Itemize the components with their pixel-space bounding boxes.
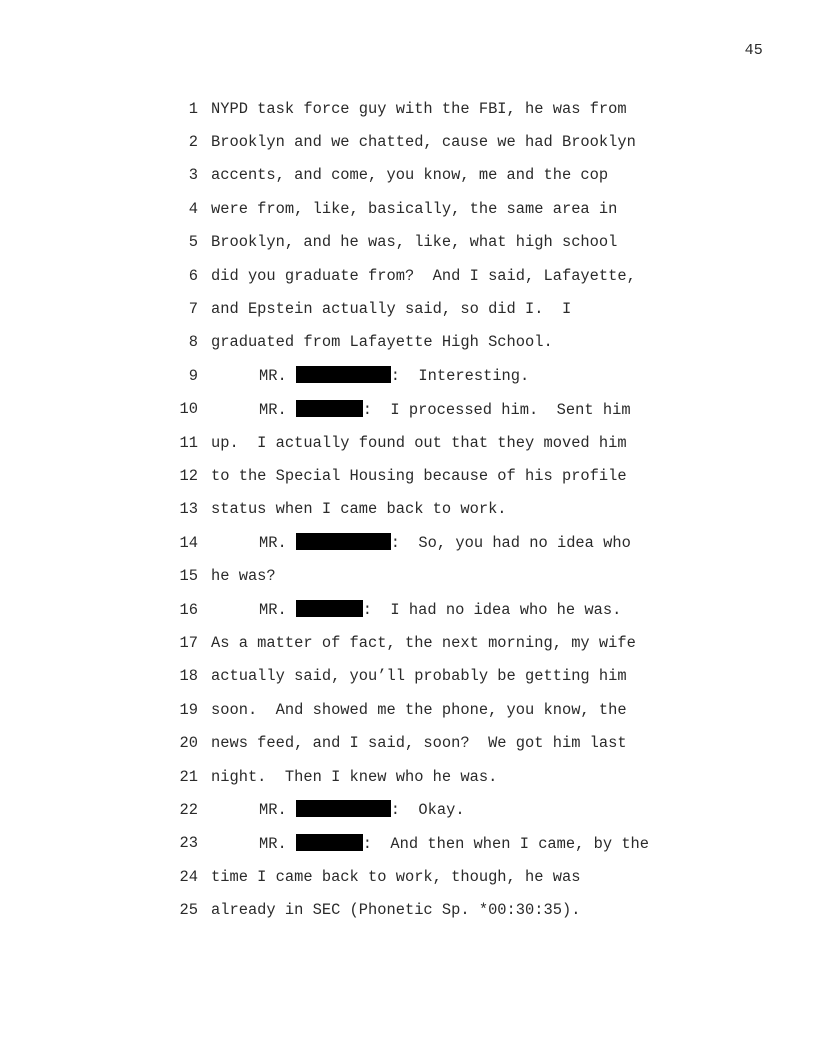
redaction-bar: [296, 533, 391, 550]
speaker-utterance: : I processed him. Sent him: [362, 400, 631, 419]
line-number: 18: [179, 667, 198, 686]
redaction-bar: [296, 600, 363, 617]
line-number: 8: [188, 333, 198, 352]
line-number: 22: [179, 800, 198, 819]
line-text: [211, 800, 465, 819]
transcript-line: [178, 726, 778, 759]
line-number: 14: [179, 533, 198, 552]
line-number: 15: [179, 567, 198, 586]
line-text: did you graduate from? And I said, Lafayette,: [211, 266, 636, 285]
transcript-line: [178, 660, 778, 693]
line-number: 24: [179, 867, 198, 886]
line-text: night. Then I knew who he was.: [211, 767, 498, 786]
line-text: Brooklyn, and he was, like, what high school: [211, 233, 618, 252]
line-text: to the Special Housing because of his profile: [211, 466, 627, 485]
transcript-line-speaker: [178, 593, 778, 626]
line-text: [211, 600, 621, 619]
transcript-line-speaker: [178, 827, 778, 860]
transcript-line: [178, 426, 778, 459]
line-number: 17: [179, 633, 198, 652]
line-number: 9: [188, 366, 198, 385]
transcript-line: [178, 326, 778, 359]
transcript-line: [178, 192, 778, 225]
line-number: 23: [179, 834, 198, 853]
line-number: 4: [188, 199, 198, 218]
line-text: graduated from Lafayette High School.: [211, 333, 553, 352]
speaker-utterance: : Okay.: [390, 801, 465, 820]
transcript-line: [178, 893, 778, 926]
line-text: he was?: [211, 567, 276, 586]
line-number: 5: [188, 233, 198, 252]
redaction-bar: [296, 800, 391, 817]
line-text: NYPD task force guy with the FBI, he was from: [211, 99, 627, 118]
speaker-utterance: : So, you had no idea who: [390, 534, 631, 553]
speaker-title: MR.: [259, 834, 287, 853]
speaker-title: MR.: [259, 400, 287, 419]
transcript-line-speaker: [178, 393, 778, 426]
line-number: 7: [188, 300, 198, 319]
transcript-line: [178, 125, 778, 158]
line-number: 20: [179, 734, 198, 753]
line-text: actually said, you’ll probably be getting him: [211, 667, 627, 686]
line-number: 1: [188, 99, 198, 118]
speaker-title: MR.: [259, 367, 287, 386]
redaction-bar: [296, 400, 363, 417]
transcript-line: [178, 226, 778, 259]
redaction-bar: [296, 366, 391, 383]
transcript-line-speaker: [178, 359, 778, 392]
line-text: [211, 366, 529, 385]
transcript-line: [178, 693, 778, 726]
line-number: 12: [179, 466, 198, 485]
line-text: news feed, and I said, soon? We got him last: [211, 734, 627, 753]
line-number: 16: [179, 600, 198, 619]
transcript-body: [178, 92, 778, 927]
line-number: 11: [179, 433, 198, 452]
transcript-line-speaker: [178, 526, 778, 559]
line-number: 6: [188, 266, 198, 285]
transcript-line: [178, 860, 778, 893]
line-text: soon. And showed me the phone, you know, the: [211, 700, 627, 719]
transcript-line: [178, 626, 778, 659]
speaker-title: MR.: [259, 601, 287, 620]
transcript-line: [178, 493, 778, 526]
line-text: were from, like, basically, the same area in: [211, 199, 618, 218]
transcript-line-speaker: [178, 793, 778, 826]
transcript-line: [178, 292, 778, 325]
speaker-title: MR.: [259, 534, 287, 553]
line-number: 19: [179, 700, 198, 719]
line-number: 10: [179, 400, 198, 419]
line-text: [211, 400, 631, 419]
speaker-utterance: : Interesting.: [390, 367, 530, 386]
transcript-line: [178, 159, 778, 192]
transcript-line: [178, 559, 778, 592]
speaker-title: MR.: [259, 801, 287, 820]
line-text: already in SEC (Phonetic Sp. *00:30:35).: [211, 901, 581, 920]
page-number: 45: [744, 42, 763, 59]
redaction-bar: [296, 834, 363, 851]
line-number: 21: [179, 767, 198, 786]
line-text: accents, and come, you know, me and the cop: [211, 166, 609, 185]
line-text: and Epstein actually said, so did I. I: [211, 300, 572, 319]
line-text: up. I actually found out that they moved him: [211, 433, 627, 452]
transcript-line: [178, 459, 778, 492]
speaker-utterance: : I had no idea who he was.: [362, 601, 622, 620]
transcript-line: [178, 760, 778, 793]
line-text: As a matter of fact, the next morning, my wife: [211, 633, 636, 652]
line-number: 3: [188, 166, 198, 185]
transcript-line: [178, 92, 778, 125]
line-text: Brooklyn and we chatted, cause we had Brooklyn: [211, 133, 636, 152]
speaker-utterance: : And then when I came, by the: [362, 834, 650, 853]
line-text: time I came back to work, though, he was: [211, 867, 581, 886]
transcript-line: [178, 259, 778, 292]
line-text: status when I came back to work.: [211, 500, 507, 519]
line-text: [211, 533, 631, 552]
line-text: [211, 834, 649, 853]
line-number: 13: [179, 500, 198, 519]
line-number: 2: [188, 133, 198, 152]
line-number: 25: [179, 901, 198, 920]
